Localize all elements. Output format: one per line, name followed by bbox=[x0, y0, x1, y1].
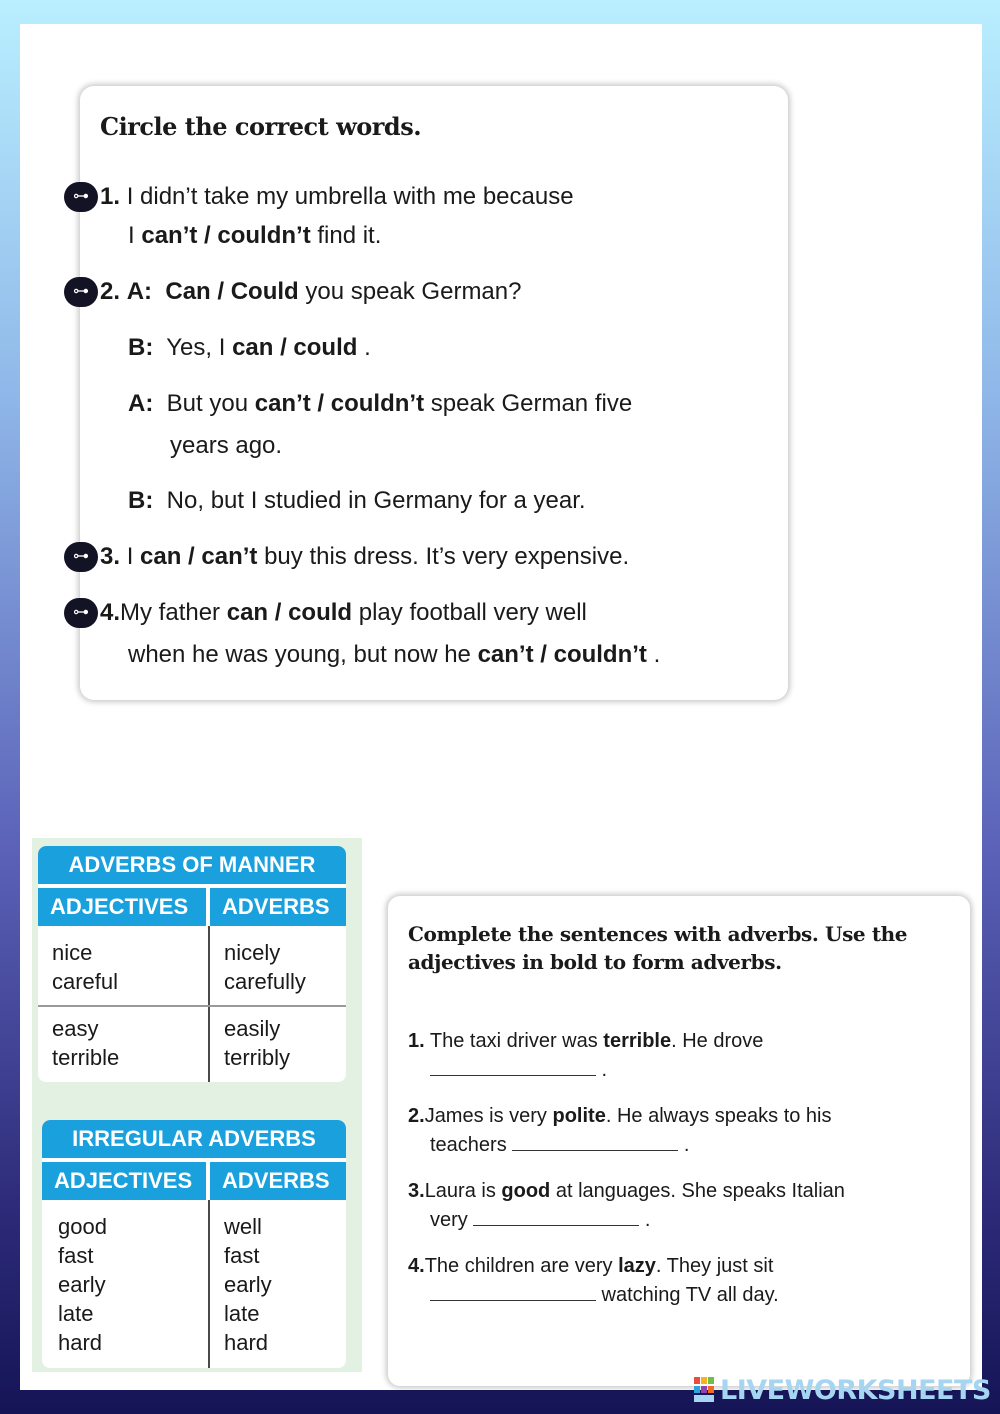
exercise2-item2-line1: 2.James is very polite. He always speaks to his bbox=[408, 1105, 832, 1127]
column-divider bbox=[208, 1200, 210, 1368]
manner-table-title: ADVERBS OF MANNER bbox=[38, 846, 346, 884]
key-icon: ⊶ bbox=[64, 542, 98, 572]
liveworksheets-logo-icon bbox=[694, 1377, 716, 1403]
exercise1-item4-line1: 4.My father can / could play football very well bbox=[100, 599, 587, 626]
exercise1-title: Circle the correct words. bbox=[100, 112, 422, 141]
manner-header-adverbs: ADVERBS bbox=[210, 888, 346, 926]
manner-header-adjectives: ADJECTIVES bbox=[38, 888, 206, 926]
answer-blank-3[interactable] bbox=[473, 1208, 639, 1226]
choice-can-could-2b[interactable]: can / could bbox=[232, 334, 358, 361]
liveworksheets-logo: LIVEWORKSHEETS bbox=[694, 1374, 991, 1406]
irregular-adj-list: good fast early late hard bbox=[58, 1214, 107, 1355]
exercise1-item3: 3. I can / can’t buy this dress. It’s very expensive. bbox=[100, 543, 630, 570]
exercise1-item2-a1: 2. A: Can / Could you speak German? bbox=[100, 278, 522, 305]
key-icon: ⊶ bbox=[64, 598, 98, 628]
manner-adj-group1: nice careful bbox=[52, 940, 119, 994]
irregular-table bbox=[42, 1120, 346, 1368]
exercise1-item2-b1: B: Yes, I can / could . bbox=[128, 334, 371, 361]
choice-cant-couldnt-4[interactable]: can’t / couldn’t bbox=[477, 641, 647, 668]
exercise1-item1-line1: 1. I didn’t take my umbrella with me because bbox=[100, 183, 574, 210]
exercise1-item4-line2: when he was young, but now he can’t / couldn’t . bbox=[128, 641, 661, 668]
exercise2-item3-line2: very . bbox=[430, 1209, 651, 1231]
manner-adv-group1: nicely carefully bbox=[224, 940, 306, 994]
choice-cant-couldnt-2c[interactable]: can’t / couldn’t bbox=[254, 390, 425, 417]
irregular-header-adjectives: ADJECTIVES bbox=[42, 1162, 206, 1200]
exercise2-item4-line2: watching TV all day. bbox=[430, 1283, 779, 1307]
answer-blank-4[interactable] bbox=[430, 1283, 596, 1301]
exercise2-item1-line1: 1. The taxi driver was terrible. He drove bbox=[408, 1030, 764, 1052]
choice-cant-couldnt-1[interactable]: can’t / couldn’t bbox=[141, 222, 311, 249]
exercise2-title: Complete the sentences with adverbs. Use the adjectives in bold to form adverbs. bbox=[408, 922, 908, 974]
exercise2-item3-line1: 3.Laura is good at languages. She speaks Italian bbox=[408, 1180, 845, 1202]
irregular-table-title: IRREGULAR ADVERBS bbox=[42, 1120, 346, 1158]
exercise2-item1-line2: . bbox=[430, 1058, 607, 1082]
manner-adj-group2: easy terrible bbox=[52, 1016, 120, 1070]
exercise1-item1-line2: I can’t / couldn’t find it. bbox=[128, 222, 382, 249]
answer-blank-2[interactable] bbox=[512, 1133, 678, 1151]
row-divider bbox=[38, 1005, 346, 1007]
irregular-adv-list: well fast early late hard bbox=[224, 1214, 272, 1355]
key-icon: ⊶ bbox=[64, 277, 98, 307]
column-divider bbox=[208, 926, 210, 1082]
exercise2-item2-line2: teachers . bbox=[430, 1134, 690, 1156]
choice-can-could-4[interactable]: can / could bbox=[226, 599, 353, 626]
choice-can-cant-3[interactable]: can / can’t bbox=[140, 543, 258, 570]
choice-can-could-2a[interactable]: Can / Could bbox=[165, 278, 299, 305]
manner-table bbox=[38, 846, 346, 1082]
exercise1-item2-a2-line2: years ago. bbox=[170, 432, 283, 459]
manner-adv-group2: easily terribly bbox=[224, 1016, 291, 1070]
answer-blank-1[interactable] bbox=[430, 1058, 596, 1076]
irregular-header-adverbs: ADVERBS bbox=[210, 1162, 346, 1200]
key-icon: ⊶ bbox=[64, 182, 98, 212]
exercise1-item2-a2: A: But you can’t / couldn’t speak German five bbox=[128, 390, 633, 417]
exercise2-item4-line1: 4.The children are very lazy. They just sit bbox=[408, 1255, 774, 1277]
exercise1-item2-b2: B: No, but I studied in Germany for a year. bbox=[128, 487, 586, 514]
